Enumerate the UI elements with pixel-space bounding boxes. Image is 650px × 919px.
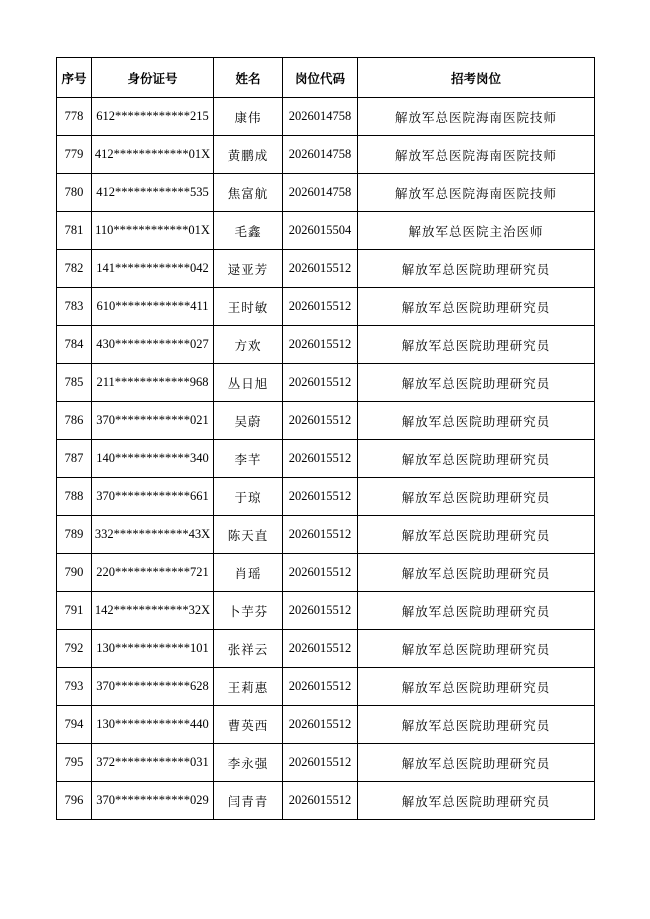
cell-name: 焦富航 (214, 174, 283, 212)
cell-code: 2026015512 (283, 630, 358, 668)
cell-code: 2026015512 (283, 478, 358, 516)
cell-id: 612************215 (92, 98, 214, 136)
cell-serial: 791 (57, 592, 92, 630)
cell-name: 曹英西 (214, 706, 283, 744)
cell-id: 211************968 (92, 364, 214, 402)
cell-position: 解放军总医院助理研究员 (358, 630, 595, 668)
cell-code: 2026015512 (283, 326, 358, 364)
table-row (57, 364, 595, 402)
cell-code: 2026015504 (283, 212, 358, 250)
cell-id: 130************440 (92, 706, 214, 744)
cell-code: 2026014758 (283, 98, 358, 136)
cell-position: 解放军总医院海南医院技师 (358, 174, 595, 212)
table-row (57, 782, 595, 820)
table-row (57, 440, 595, 478)
table-row (57, 478, 595, 516)
cell-name: 逯亚芳 (214, 250, 283, 288)
cell-serial: 779 (57, 136, 92, 174)
cell-code: 2026015512 (283, 364, 358, 402)
cell-position: 解放军总医院助理研究员 (358, 288, 595, 326)
cell-position: 解放军总医院助理研究员 (358, 782, 595, 820)
cell-id: 370************628 (92, 668, 214, 706)
cell-position: 解放军总医院助理研究员 (358, 554, 595, 592)
cell-position: 解放军总医院助理研究员 (358, 402, 595, 440)
cell-position: 解放军总医院助理研究员 (358, 250, 595, 288)
cell-code: 2026015512 (283, 516, 358, 554)
cell-code: 2026015512 (283, 402, 358, 440)
table-row (57, 592, 595, 630)
column-header-position-code: 岗位代码 (283, 58, 358, 98)
cell-name: 黄鹏成 (214, 136, 283, 174)
table-row (57, 174, 595, 212)
cell-serial: 783 (57, 288, 92, 326)
table-row (57, 98, 595, 136)
cell-id: 412************01X (92, 136, 214, 174)
cell-serial: 796 (57, 782, 92, 820)
cell-position: 解放军总医院助理研究员 (358, 440, 595, 478)
cell-name: 丛日旭 (214, 364, 283, 402)
cell-id: 370************029 (92, 782, 214, 820)
column-header-name: 姓名 (214, 58, 283, 98)
cell-id: 430************027 (92, 326, 214, 364)
candidate-roster-table (56, 57, 595, 820)
cell-serial: 793 (57, 668, 92, 706)
cell-serial: 781 (57, 212, 92, 250)
table-row (57, 212, 595, 250)
column-header-position: 招考岗位 (358, 58, 595, 98)
cell-serial: 789 (57, 516, 92, 554)
cell-code: 2026015512 (283, 782, 358, 820)
cell-serial: 780 (57, 174, 92, 212)
table-row (57, 668, 595, 706)
cell-id: 142************32X (92, 592, 214, 630)
cell-serial: 785 (57, 364, 92, 402)
table-row (57, 402, 595, 440)
table-row (57, 706, 595, 744)
cell-code: 2026014758 (283, 136, 358, 174)
cell-name: 李永强 (214, 744, 283, 782)
table-header-row (57, 58, 595, 98)
table-row (57, 288, 595, 326)
cell-id: 130************101 (92, 630, 214, 668)
cell-position: 解放军总医院助理研究员 (358, 706, 595, 744)
cell-serial: 784 (57, 326, 92, 364)
cell-code: 2026015512 (283, 440, 358, 478)
cell-position: 解放军总医院主治医师 (358, 212, 595, 250)
table-row (57, 250, 595, 288)
cell-code: 2026015512 (283, 288, 358, 326)
cell-name: 王莉惠 (214, 668, 283, 706)
cell-position: 解放军总医院助理研究员 (358, 516, 595, 554)
cell-serial: 794 (57, 706, 92, 744)
table-row (57, 630, 595, 668)
cell-serial: 795 (57, 744, 92, 782)
column-header-serial: 序号 (57, 58, 92, 98)
cell-name: 陈天直 (214, 516, 283, 554)
cell-code: 2026014758 (283, 174, 358, 212)
table-body (57, 98, 595, 820)
cell-serial: 778 (57, 98, 92, 136)
cell-position: 解放军总医院助理研究员 (358, 478, 595, 516)
cell-position: 解放军总医院助理研究员 (358, 592, 595, 630)
cell-code: 2026015512 (283, 554, 358, 592)
cell-name: 张祥云 (214, 630, 283, 668)
cell-serial: 790 (57, 554, 92, 592)
cell-name: 王时敏 (214, 288, 283, 326)
cell-name: 于琼 (214, 478, 283, 516)
cell-serial: 782 (57, 250, 92, 288)
table-row (57, 516, 595, 554)
cell-name: 毛鑫 (214, 212, 283, 250)
cell-position: 解放军总医院海南医院技师 (358, 98, 595, 136)
table-row (57, 744, 595, 782)
cell-id: 140************340 (92, 440, 214, 478)
cell-id: 372************031 (92, 744, 214, 782)
cell-code: 2026015512 (283, 592, 358, 630)
cell-serial: 792 (57, 630, 92, 668)
cell-code: 2026015512 (283, 706, 358, 744)
column-header-id-number: 身份证号 (92, 58, 214, 98)
cell-name: 肖瑶 (214, 554, 283, 592)
cell-position: 解放军总医院助理研究员 (358, 744, 595, 782)
cell-name: 吴蔚 (214, 402, 283, 440)
cell-serial: 787 (57, 440, 92, 478)
cell-code: 2026015512 (283, 744, 358, 782)
cell-name: 康伟 (214, 98, 283, 136)
cell-position: 解放军总医院助理研究员 (358, 364, 595, 402)
cell-position: 解放军总医院海南医院技师 (358, 136, 595, 174)
cell-id: 412************535 (92, 174, 214, 212)
cell-name: 李芊 (214, 440, 283, 478)
cell-code: 2026015512 (283, 668, 358, 706)
cell-id: 610************411 (92, 288, 214, 326)
table-row (57, 554, 595, 592)
cell-position: 解放军总医院助理研究员 (358, 326, 595, 364)
cell-code: 2026015512 (283, 250, 358, 288)
cell-id: 141************042 (92, 250, 214, 288)
cell-name: 方欢 (214, 326, 283, 364)
cell-position: 解放军总医院助理研究员 (358, 668, 595, 706)
cell-id: 370************021 (92, 402, 214, 440)
cell-id: 332************43X (92, 516, 214, 554)
cell-name: 卜芋芬 (214, 592, 283, 630)
cell-id: 370************661 (92, 478, 214, 516)
table-row (57, 136, 595, 174)
cell-id: 110************01X (92, 212, 214, 250)
cell-name: 闫青青 (214, 782, 283, 820)
table-row (57, 326, 595, 364)
cell-serial: 786 (57, 402, 92, 440)
cell-id: 220************721 (92, 554, 214, 592)
cell-serial: 788 (57, 478, 92, 516)
